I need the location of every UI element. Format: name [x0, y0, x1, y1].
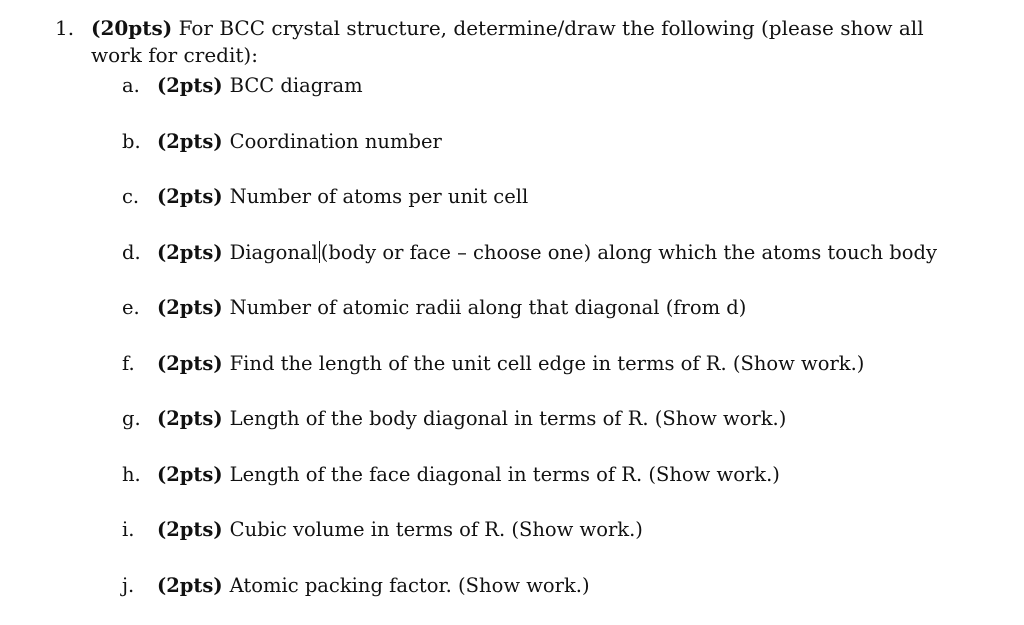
sub-question-h	[122, 459, 1002, 515]
question-number: 1.	[55, 15, 91, 69]
item-points: (2pts)	[157, 570, 223, 602]
item-text-before-cursor: Diagonal	[230, 241, 318, 264]
item-letter: c.	[122, 181, 157, 213]
item-text: Length of the face diagonal in terms of R. (Show work.)	[230, 459, 780, 491]
sub-question-c	[122, 181, 1002, 237]
item-letter: d.	[122, 237, 157, 269]
item-text: Number of atoms per unit cell	[230, 181, 529, 213]
sub-question-g	[122, 403, 1002, 459]
item-letter: j.	[122, 570, 157, 602]
item-points: (2pts)	[157, 348, 223, 380]
question-1	[55, 15, 975, 69]
item-points: (2pts)	[157, 459, 223, 491]
item-letter: f.	[122, 348, 157, 380]
sub-question-j	[122, 570, 1002, 625]
item-letter: i.	[122, 514, 157, 546]
item-text: Coordination number	[230, 126, 442, 158]
sub-question-i	[122, 514, 1002, 570]
item-text: Cubic volume in terms of R. (Show work.)	[230, 514, 643, 546]
item-letter: g.	[122, 403, 157, 435]
item-text: Number of atomic radii along that diagonal (from d)	[230, 292, 747, 324]
item-points: (2pts)	[157, 292, 223, 324]
item-letter: e.	[122, 292, 157, 324]
item-text: Atomic packing factor. (Show work.)	[230, 570, 590, 602]
question-text-wrapper	[91, 15, 975, 69]
item-letter: a.	[122, 70, 157, 102]
item-points: (2pts)	[157, 181, 223, 213]
sub-question-list	[122, 70, 1002, 625]
item-text	[230, 237, 937, 269]
sub-question-b	[122, 126, 1002, 182]
item-text: Find the length of the unit cell edge in terms of R. (Show work.)	[230, 348, 865, 380]
item-text: BCC diagram	[230, 70, 363, 102]
sub-question-e	[122, 292, 1002, 348]
item-text-after-cursor: (body or face – choose one) along which the atoms touch body	[321, 241, 937, 264]
item-points: (2pts)	[157, 70, 223, 102]
text-cursor	[319, 241, 320, 263]
question-heading	[55, 15, 975, 69]
item-letter: b.	[122, 126, 157, 158]
item-letter: h.	[122, 459, 157, 491]
item-points: (2pts)	[157, 514, 223, 546]
item-points: (2pts)	[157, 403, 223, 435]
sub-question-a	[122, 70, 1002, 126]
item-text: Length of the body diagonal in terms of R. (Show work.)	[230, 403, 787, 435]
question-text: For BCC crystal structure, determine/draw the following (please show all work for credit):	[91, 16, 924, 67]
item-points: (2pts)	[157, 237, 223, 269]
question-points: (20pts)	[91, 16, 172, 40]
sub-question-f	[122, 348, 1002, 404]
item-points: (2pts)	[157, 126, 223, 158]
sub-question-d	[122, 237, 1002, 293]
